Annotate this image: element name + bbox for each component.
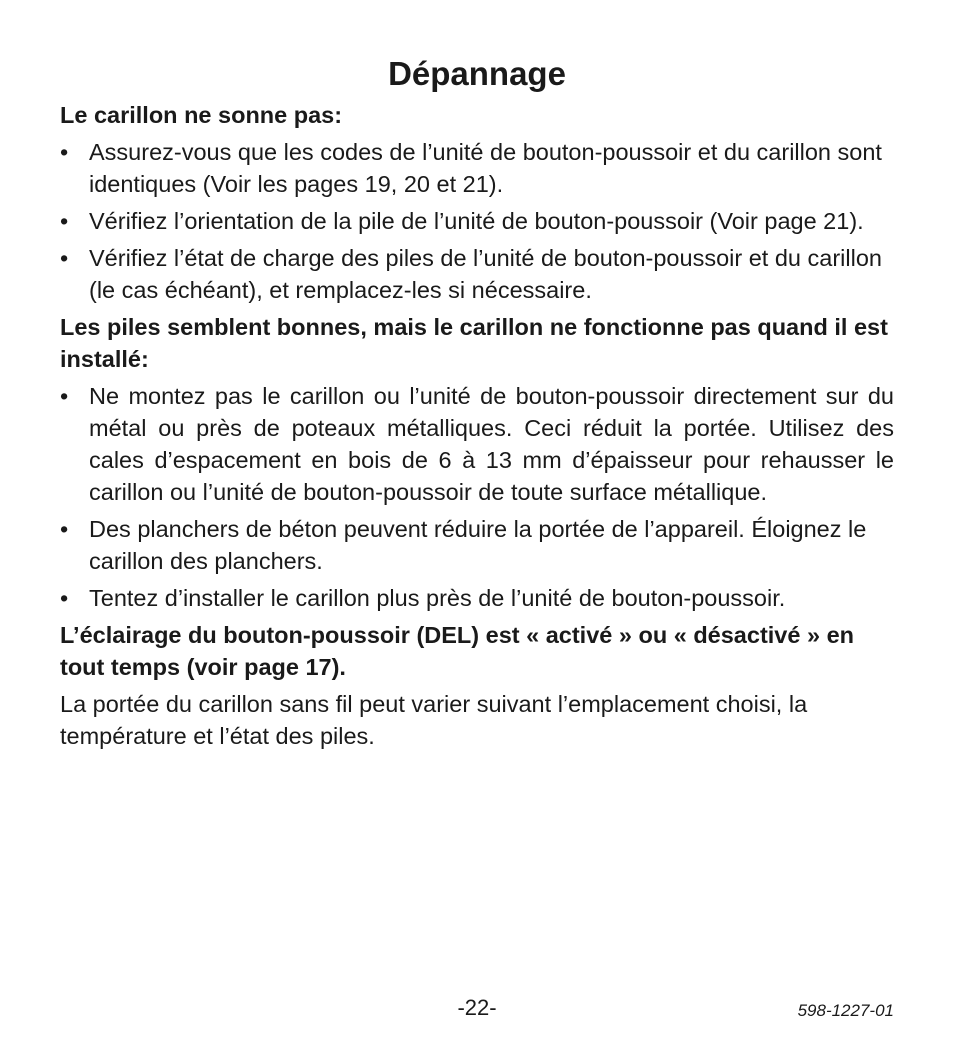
range-paragraph: La portée du carillon sans fil peut varier suivant l’emplacement choisi, la température et l’état des piles. bbox=[60, 691, 808, 749]
bullet-icon: • bbox=[60, 585, 69, 611]
section-heading-installed: Les piles semblent bonnes, mais le carillon ne fonctionne pas quand il est installé: bbox=[60, 314, 888, 372]
list-item-text: Assurez-vous que les codes de l’unité de bouton-poussoir et du carillon sont identiques (Voir les pages 19, 20 et 21). bbox=[89, 139, 882, 197]
page-number: -22- bbox=[457, 995, 497, 1020]
list-item bbox=[60, 242, 894, 306]
page-title: Dépannage bbox=[388, 55, 566, 92]
section-heading-led: L’éclairage du bouton-poussoir (DEL) est « activé » ou « désactivé » en tout temps (voir page 17). bbox=[60, 622, 854, 680]
bullet-icon: • bbox=[60, 516, 69, 542]
list-item-text: Ne montez pas le carillon ou l’unité de bouton-poussoir directement sur du métal ou près de poteaux métalliques. Ceci réduit la portée. Utilisez des cales d’espacement en bois de 6 à 13 mm d’épaisseur pour rehausser le carillon ou l’unité de bouton-poussoir de toute surface métallique. bbox=[89, 383, 894, 505]
list-item bbox=[60, 513, 894, 577]
list-item-text: Tentez d’installer le carillon plus près de l’unité de bouton-poussoir. bbox=[89, 585, 786, 611]
list-item-text: Vérifiez l’état de charge des piles de l’unité de bouton-poussoir et du carillon (le cas échéant), et remplacez-les si nécessaire. bbox=[89, 245, 882, 303]
list-item bbox=[60, 205, 894, 237]
list-item-text: Vérifiez l’orientation de la pile de l’unité de bouton-poussoir (Voir page 21). bbox=[89, 208, 864, 234]
section-heading-no-ring: Le carillon ne sonne pas: bbox=[60, 102, 343, 128]
bullet-icon: • bbox=[60, 139, 69, 165]
list-item bbox=[60, 380, 894, 508]
bullet-icon: • bbox=[60, 245, 69, 271]
document-code: 598-1227-01 bbox=[797, 1001, 894, 1020]
installed-list bbox=[60, 380, 894, 614]
list-item-text: Des planchers de béton peuvent réduire la portée de l’appareil. Éloignez le carillon des planchers. bbox=[89, 516, 867, 574]
bullet-icon: • bbox=[60, 383, 69, 409]
list-item bbox=[60, 136, 894, 200]
bullet-icon: • bbox=[60, 208, 69, 234]
no-ring-list bbox=[60, 136, 894, 306]
troubleshooting-content bbox=[60, 99, 894, 752]
list-item bbox=[60, 582, 894, 614]
